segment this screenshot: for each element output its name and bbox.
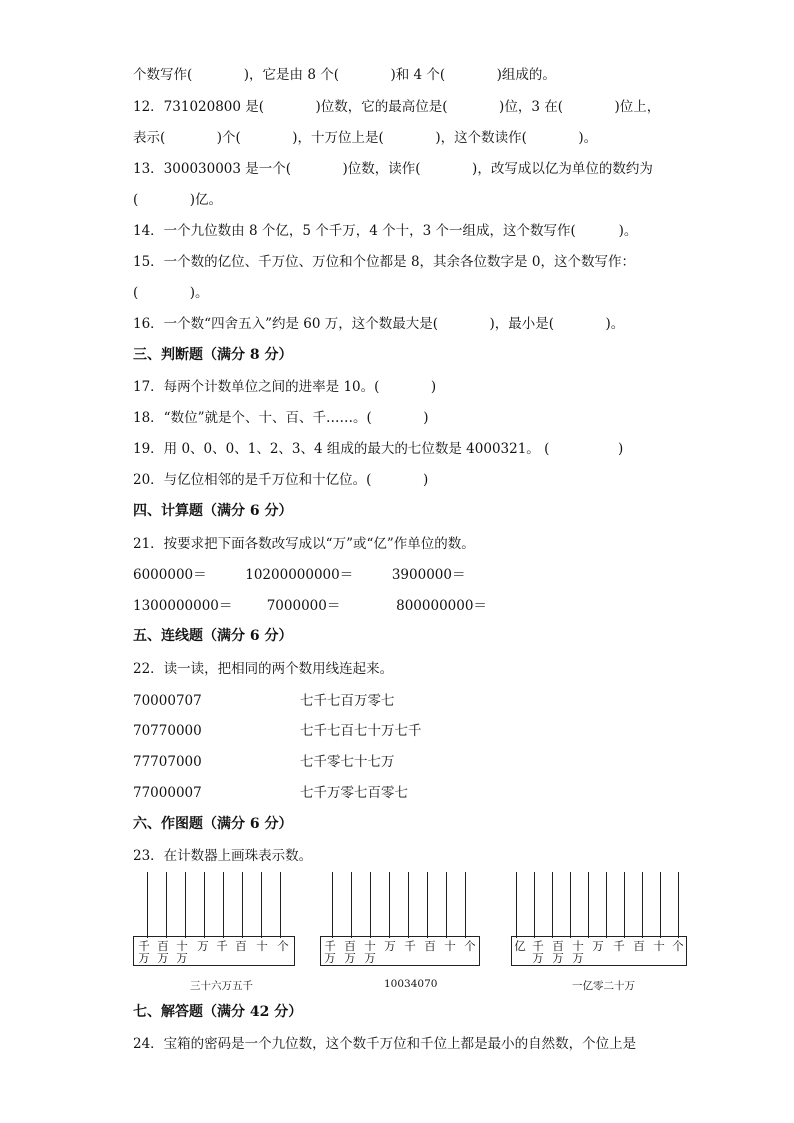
abacus-3[interactable] xyxy=(511,872,687,968)
match-right-item[interactable]: 七千七百万零七 xyxy=(300,693,395,709)
place-label: 万 xyxy=(384,939,396,953)
abacus-rod[interactable] xyxy=(147,872,148,938)
place-label: 千 万 xyxy=(532,939,544,965)
q24: 24．宝箱的密码是一个九位数，这个数千万位和千位上都是最小的自然数，个位上是 xyxy=(133,1036,637,1052)
abacus-rod[interactable] xyxy=(166,872,167,938)
match-right-item[interactable]: 七千零七十七万 xyxy=(300,754,395,770)
q17: 17．每两个计数单位之间的进率是 10。( ) xyxy=(133,379,437,395)
abacus-1[interactable] xyxy=(133,872,295,968)
abacus-rod[interactable] xyxy=(624,872,625,938)
section-3-heading: 三、判断题（满分 8 分） xyxy=(133,347,293,363)
q15-line2: ( )。 xyxy=(133,285,209,301)
abacus-rod[interactable] xyxy=(408,872,409,938)
abacus-rod[interactable] xyxy=(370,872,371,938)
abacus-caption: 10034070 xyxy=(384,978,438,990)
section-4-heading: 四、计算题（满分 6 分） xyxy=(133,503,293,519)
abacus-rod[interactable] xyxy=(606,872,607,938)
q18: 18．“数位”就是个、十、百、千……。( ) xyxy=(133,410,429,426)
q15-line1: 15．一个数的亿位、千万位、万位和个位都是 8，其余各位数字是 0，这个数写作： xyxy=(133,254,635,270)
q20: 20．与亿位相邻的是千万位和十亿位。( ) xyxy=(133,472,429,488)
place-label: 个 xyxy=(464,939,476,953)
place-label: 百 xyxy=(424,939,436,953)
place-label: 亿 xyxy=(514,939,526,953)
section-6-heading: 六、作图题（满分 6 分） xyxy=(133,816,293,832)
q12-line2: 表示( )个( )，十万位上是( )，这个数读作( )。 xyxy=(133,130,598,146)
match-left-item[interactable]: 70000707 xyxy=(133,693,202,709)
abacus-rod[interactable] xyxy=(534,872,535,938)
match-left-item[interactable]: 77000007 xyxy=(133,785,202,801)
place-label: 千 万 xyxy=(138,939,150,965)
abacus-rod[interactable] xyxy=(465,872,466,938)
abacus-rod[interactable] xyxy=(570,872,571,938)
place-label: 十 万 xyxy=(176,939,188,965)
abacus-rod[interactable] xyxy=(389,872,390,938)
place-label: 个 xyxy=(672,939,684,953)
abacus-rod[interactable] xyxy=(185,872,186,938)
match-right-item[interactable]: 七千七百七十万七千 xyxy=(300,723,422,739)
q11-continuation: 个数写作( )，它是由 8 个( )和 4 个( )组成的。 xyxy=(133,67,556,83)
abacus-rod[interactable] xyxy=(242,872,243,938)
q13-line1: 13．300030003 是一个( )位数，读作( )，改写成以亿为单位的数约为 xyxy=(133,161,653,177)
abacus-rod[interactable] xyxy=(280,872,281,938)
abacus-2[interactable] xyxy=(320,872,480,968)
q14: 14．一个九位数由 8 个亿，5 个千万，4 个十，3 个一组成，这个数写作( )。 xyxy=(133,223,638,239)
abacus-rod[interactable] xyxy=(446,872,447,938)
section-7-heading: 七、解答题（满分 42 分） xyxy=(133,1004,303,1020)
q12-line1: 12．731020800 是( )位数，它的最高位是( )位，3 在( )位上， xyxy=(133,99,661,115)
match-left-item[interactable]: 77707000 xyxy=(133,754,202,770)
place-label: 万 xyxy=(592,939,604,953)
abacus-rod[interactable] xyxy=(261,872,262,938)
place-label: 百 xyxy=(235,939,247,953)
abacus-rod[interactable] xyxy=(552,872,553,938)
abacus-rod[interactable] xyxy=(678,872,679,938)
abacus-rod[interactable] xyxy=(427,872,428,938)
place-label: 十 万 xyxy=(364,939,376,965)
q21: 21．按要求把下面各数改写成以“万”或“亿”作单位的数。 xyxy=(133,536,475,552)
abacus-rod[interactable] xyxy=(660,872,661,938)
abacus-rod[interactable] xyxy=(204,872,205,938)
match-right-item[interactable]: 七千万零七百零七 xyxy=(300,785,408,801)
place-label: 十 万 xyxy=(572,939,584,965)
match-left-item[interactable]: 70770000 xyxy=(133,723,202,739)
place-label: 千 万 xyxy=(324,939,336,965)
place-label: 千 xyxy=(613,939,625,953)
abacus-rod[interactable] xyxy=(351,872,352,938)
q23: 23．在计数器上画珠表示数。 xyxy=(133,848,313,864)
place-label: 个 xyxy=(277,939,289,953)
place-label: 万 xyxy=(197,939,209,953)
abacus-rod[interactable] xyxy=(332,872,333,938)
place-label: 十 xyxy=(444,939,456,953)
q13-line2: ( )亿。 xyxy=(133,192,223,208)
place-label: 十 xyxy=(653,939,665,953)
place-label: 百 万 xyxy=(157,939,169,965)
abacus-rod[interactable] xyxy=(642,872,643,938)
place-label: 百 万 xyxy=(344,939,356,965)
abacus-rod[interactable] xyxy=(588,872,589,938)
abacus-caption: 一亿零二十万 xyxy=(572,980,635,992)
place-label: 十 xyxy=(256,939,268,953)
place-label: 千 xyxy=(216,939,228,953)
place-label: 千 xyxy=(404,939,416,953)
abacus-caption: 三十六万五千 xyxy=(190,980,253,992)
abacus-rod[interactable] xyxy=(516,872,517,938)
section-5-heading: 五、连线题（满分 6 分） xyxy=(133,628,293,644)
q21-row1: 6000000＝ 10200000000＝ 3900000＝ xyxy=(133,567,466,583)
q22: 22．读一读，把相同的两个数用线连起来。 xyxy=(133,661,394,677)
q21-row2: 1300000000＝ 7000000＝ 800000000＝ xyxy=(133,598,487,614)
q19: 19．用 0、0、0、1、2、3、4 组成的最大的七位数是 4000321。 ( ) xyxy=(133,441,624,457)
place-label: 百 xyxy=(633,939,645,953)
q16: 16．一个数“四舍五入”约是 60 万，这个数最大是( )，最小是( )。 xyxy=(133,316,625,332)
abacus-rod[interactable] xyxy=(223,872,224,938)
place-label: 百 万 xyxy=(552,939,564,965)
